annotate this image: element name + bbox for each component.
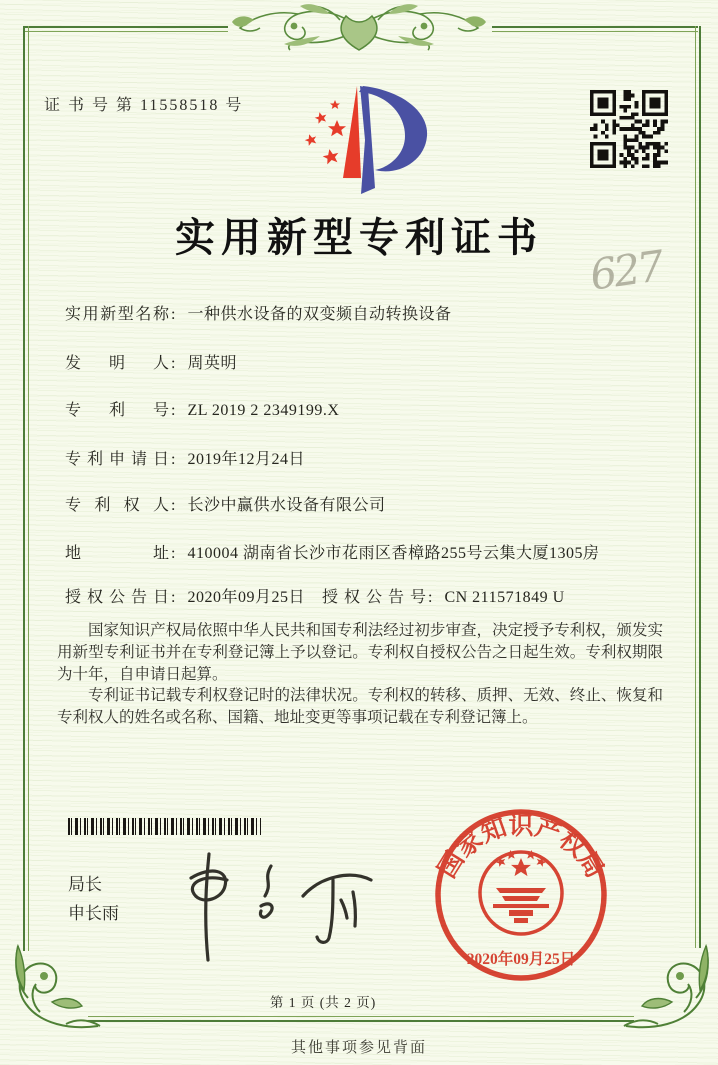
director-signature (175, 840, 390, 965)
national-emblem (480, 849, 562, 934)
field-value: 2019年12月24日 (187, 451, 305, 468)
field-value: CN 211571849 U (444, 589, 565, 606)
agency-seal (430, 804, 612, 986)
seal-agency-text: 国家知识产权局 (433, 813, 609, 883)
bottom-right-corner-ornament (622, 942, 718, 1034)
legal-paragraph-1: 国家知识产权局依照中华人民共和国专利法经过初步审查，决定授予专利权，颁发实用新型专利证书并在专利登记簿上予以登记。专利权自授权公告之日起生效。专利权期限为十年，自申请日起算。 (57, 622, 663, 683)
field-label: 实用新型名称 (65, 306, 169, 323)
field-label: 授权公告号 (322, 589, 426, 606)
legal-paragraph-2: 专利证书记载专利权登记时的法律状况。专利权的转移、质押、无效、终止、恢复和专利权人的姓名或名称、国籍、地址变更等事项记载在专利登记簿上。 (57, 687, 663, 727)
frame-left-border (23, 26, 29, 951)
field-row-patentee: 专利权人 : 长沙中赢供水设备有限公司 (65, 492, 385, 515)
field-value: 一种供水设备的双变频自动转换设备 (187, 306, 452, 323)
qr-code (590, 90, 668, 168)
field-value: 周英明 (187, 355, 237, 372)
field-row-patent-number: 专利号 : ZL 2019 2 2349199.X (65, 397, 339, 420)
field-value: 410004 湖南省长沙市花雨区香樟路255号云集大厦1305房 (187, 545, 600, 562)
director-block (68, 870, 119, 928)
field-row-grant: 授权公告日 : 2020年09月25日 授权公告号 : CN 211571849 U (65, 584, 665, 607)
field-label: 专利申请日 (65, 451, 169, 468)
field-row-filing-date: 专利申请日 : 2019年12月24日 (65, 446, 305, 469)
field-value: 2020年09月25日 (187, 589, 305, 606)
certificate-title: 实用新型专利证书 (175, 215, 543, 260)
field-label: 专利权人 (65, 497, 169, 514)
field-grant-number: 授权公告号 : CN 211571849 U (322, 584, 565, 607)
certificate-number: 证 书 号 第 11558518 号 (44, 97, 244, 114)
back-note: 其他事项参见背面 (290, 1040, 427, 1056)
cnipa-logo (293, 84, 437, 198)
field-value: 长沙中赢供水设备有限公司 (187, 497, 386, 514)
seal-date: 2020年09月25日 (466, 951, 576, 968)
page-number: 第 1 页 (共 2 页) (269, 995, 377, 1010)
top-flourish-ornament (228, 2, 490, 54)
frame-right-border (695, 26, 701, 948)
field-row-address: 地址 : 410004 湖南省长沙市花雨区香樟路255号云集大厦1305房 (65, 540, 599, 563)
barcode (68, 818, 261, 835)
field-row-name: 实用新型名称 : 一种供水设备的双变频自动转换设备 (65, 301, 451, 324)
legal-text-block (57, 620, 663, 729)
handwritten-pencil-mark: 627 (586, 241, 665, 300)
frame-bottom-border (88, 1016, 634, 1022)
field-row-inventor: 发明人 : 周英明 (65, 350, 237, 373)
frame-top-left-segment (23, 26, 228, 32)
field-value: ZL 2019 2 2349199.X (187, 402, 340, 419)
field-label: 发明人 (65, 355, 169, 372)
field-label: 地址 (65, 545, 169, 562)
field-label: 专利号 (65, 402, 169, 419)
director-name: 申长雨 (68, 904, 119, 923)
frame-top-right-segment (492, 26, 698, 32)
director-title: 局长 (68, 875, 102, 894)
field-label: 授权公告日 (65, 589, 169, 606)
svg-text:国家知识产权局 (433, 812, 609, 883)
